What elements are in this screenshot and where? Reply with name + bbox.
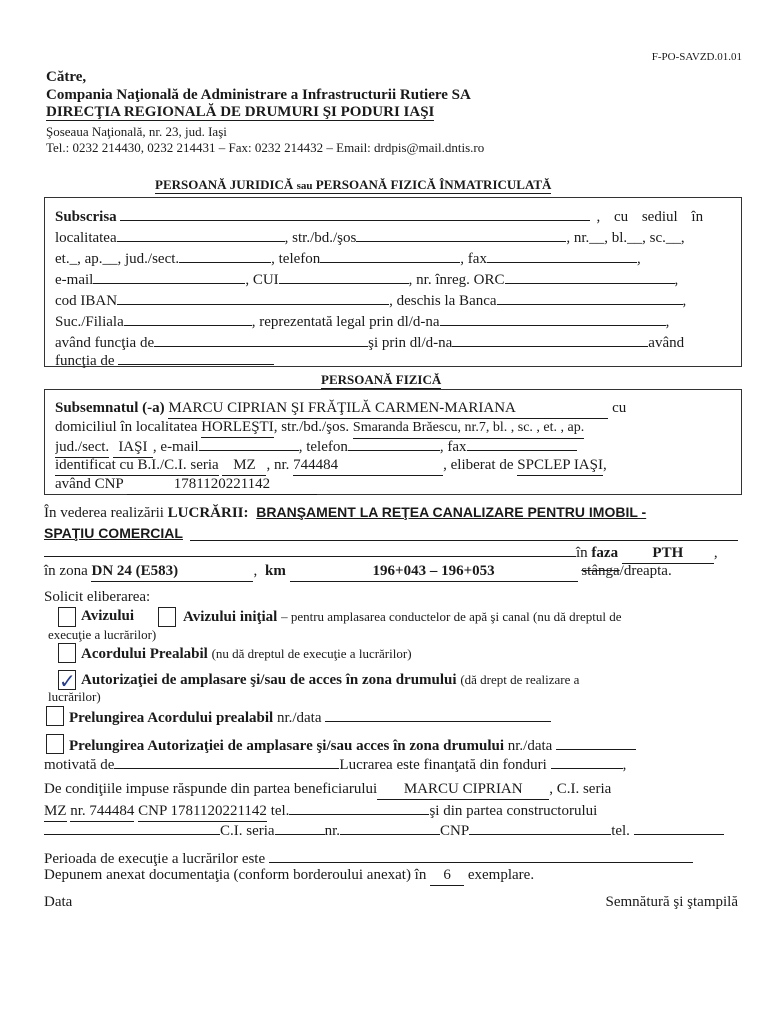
addressee-to: Către,	[46, 69, 87, 85]
addressee-directorate: DIRECŢIA REGIONALĂ DE DRUMURI ŞI PODURI IAŞI	[46, 104, 435, 120]
telefon-field[interactable]	[320, 248, 460, 263]
legal-title-a: PERSOANĂ JURIDICĂ	[155, 177, 294, 192]
legal-title-sau: sau	[296, 180, 313, 192]
cui-field[interactable]	[279, 269, 409, 284]
identificat-label: identificat cu B.I./C.I. seria	[55, 455, 219, 476]
autorizatie-checkbox[interactable]	[58, 669, 76, 693]
jud-field[interactable]	[179, 248, 271, 263]
str-field[interactable]	[356, 227, 566, 242]
eliberat-value[interactable]: SPCLEP IAŞI	[517, 455, 603, 476]
conditions-line-1	[44, 780, 611, 800]
prel-autorizatie-label: Prelungirea Autorizaţiei de amplasare şi/sau acces în zona drumului	[69, 738, 504, 754]
semnatura-label: Semnătură şi ştampilă	[605, 894, 738, 910]
cnp-label: având CNP	[55, 476, 124, 492]
email-field[interactable]	[93, 269, 245, 284]
motivata-line	[44, 754, 626, 775]
works-faza-line	[44, 542, 718, 564]
autorizatie-note-1: (dă drept de realizare a	[460, 672, 580, 687]
iban-label: cod IBAN	[55, 293, 118, 309]
acord-line	[81, 644, 412, 664]
prel-autorizatie-nr-data: nr./data	[507, 738, 553, 754]
pf-row-5	[55, 474, 731, 495]
comma: ,	[253, 563, 258, 579]
nr-value[interactable]: 744484	[293, 455, 443, 476]
localitate-value[interactable]: HORLEŞTI	[201, 417, 274, 438]
addressee-contact: Tel.: 0232 214430, 0232 214431 – Fax: 0232 214432 – Email: drdpis@mail.dntis.ro	[46, 140, 485, 155]
perioada-field[interactable]	[269, 848, 693, 863]
localitatea-label: localitatea	[55, 230, 117, 246]
works-title-underline	[190, 540, 738, 541]
seria-value[interactable]: MZ	[222, 455, 266, 476]
ben-tel-field[interactable]	[289, 800, 429, 815]
pf-str-label: , str./bd./şos.	[273, 419, 350, 435]
pf-email-label: , e-mail	[152, 439, 199, 455]
depunem-label-2: exemplare.	[467, 867, 535, 883]
legal-row-6	[55, 311, 731, 332]
legal-row-5	[55, 290, 731, 311]
cui-label: , CUI	[245, 272, 279, 288]
addressee-address: Şoseaua Naţională, nr. 23, jud. Iaşi	[46, 124, 227, 139]
dreapta-label: /dreapta.	[619, 563, 672, 579]
filiala-label: Suc./Filiala	[55, 314, 124, 330]
depunem-label-1: Depunem anexat documentaţia (conform borderoului anexat) în	[44, 867, 427, 883]
filiala-field[interactable]	[124, 311, 252, 326]
cnp-2-label: CNP	[440, 823, 470, 839]
ben-cnp-value[interactable]: 1781120221142	[170, 803, 267, 819]
pf-fax-label: , fax	[439, 439, 467, 455]
si-constructor-label: şi din partea constructorului	[429, 803, 598, 819]
perioada-label: Perioada de execuţie a lucrărilor este	[44, 851, 266, 867]
legal-row-4	[55, 269, 731, 290]
autorizatie-note-2: lucrărilor)	[48, 689, 101, 704]
pf-row-1	[55, 398, 731, 419]
reprezentant-field[interactable]	[440, 311, 666, 326]
strada-value[interactable]: Smaranda Brăescu, nr.7, bl. , sc. , et. , ap.	[353, 418, 584, 439]
works-zona-line	[44, 562, 672, 582]
comma: ,	[713, 545, 718, 561]
legal-section-title	[155, 177, 551, 194]
km-label: km	[264, 563, 286, 579]
avizului-initial-line	[183, 607, 621, 627]
legal-row-2	[55, 227, 731, 248]
banca-label: , deschis la Banca	[389, 293, 497, 309]
comma: ,	[602, 457, 607, 473]
conditions-line-2	[44, 800, 597, 822]
acord-checkbox[interactable]	[58, 643, 76, 663]
prel-acord-checkbox[interactable]	[46, 706, 64, 726]
cnp-value[interactable]: 1781120221142	[127, 474, 317, 495]
works-title-cont-field[interactable]	[44, 542, 576, 557]
faza-value[interactable]: PTH	[622, 544, 714, 564]
acord-note: (nu dă dreptul de execuţie a lucrărilor)	[211, 646, 412, 661]
prel-acord-nr-data: nr./data	[276, 710, 322, 726]
exemplare-value[interactable]: 6	[430, 866, 464, 886]
ben-nr-value[interactable]: 744484	[89, 803, 135, 819]
autorizatie-label: Autorizaţiei de amplasare şi/sau de acces în zona drumului	[81, 672, 457, 688]
tel-2-label: tel.	[611, 823, 630, 839]
constructor-name-field[interactable]	[44, 820, 220, 835]
ben-seria-value[interactable]: MZ	[44, 802, 67, 822]
domiciliul-label: domiciliul în localitatea	[55, 419, 198, 435]
delegat-field[interactable]	[452, 332, 648, 347]
avizului-initial-label: Avizului iniţial	[183, 609, 278, 625]
email-label: e-mail	[55, 272, 94, 288]
comma: ,	[665, 314, 670, 330]
fonduri-field[interactable]	[551, 754, 623, 769]
nr-2-label: nr.	[324, 823, 340, 839]
functia-2-field[interactable]	[118, 350, 274, 365]
in-label: în	[576, 545, 588, 561]
prel-autorizatie-field[interactable]	[556, 735, 636, 750]
lucrarii-label: LUCRĂRII:	[167, 505, 249, 521]
pf-row-4	[55, 455, 731, 476]
constructor-cnp-field[interactable]	[469, 820, 611, 835]
motivata-field[interactable]	[114, 754, 339, 769]
subscrisa-label: Subscrisa	[55, 209, 117, 225]
aviz-note-1: – pentru amplasarea conductelor de apă şi canal (nu dă dreptul de	[281, 609, 622, 624]
solicit-label: Solicit eliberarea:	[44, 589, 151, 605]
iban-field[interactable]	[117, 290, 389, 305]
ben-tel-label: tel.	[270, 803, 290, 819]
ben-cnp-wrap	[138, 802, 267, 822]
banca-field[interactable]	[497, 290, 683, 305]
works-title-2: SPAŢIU COMERCIAL	[44, 525, 183, 541]
pf-telefon-field[interactable]	[348, 436, 440, 451]
pf-nr-label: , nr.	[266, 457, 290, 473]
autorizatie-line	[81, 670, 579, 690]
judet-value[interactable]: IAŞI	[113, 437, 153, 458]
data-label: Data	[44, 894, 73, 910]
functia-de-label: funcţia de	[55, 353, 115, 369]
zona-value[interactable]: DN 24 (E583)	[91, 562, 253, 582]
orc-field[interactable]	[505, 269, 675, 284]
constructor-nr-field[interactable]	[340, 820, 440, 835]
reprezentata-label: , reprezentată legal prin dl/d-na	[251, 314, 440, 330]
avand-functia-label: având funcţia de	[55, 335, 155, 351]
faza-label: faza	[591, 545, 619, 561]
telefon-label: , telefon	[271, 251, 321, 267]
et-ap-jud-label: et._, ap.__, jud./sect.	[55, 251, 180, 267]
lucrarea-finantata-label: Lucrarea este finanţată din fonduri	[339, 757, 547, 773]
ben-cnp-label: CNP	[138, 803, 167, 819]
fax-field[interactable]	[487, 248, 637, 263]
stanga-label: stânga	[581, 563, 620, 579]
ci-seria-label: , C.I. seria	[549, 781, 612, 797]
comma: ,	[622, 757, 627, 773]
pf-email-field[interactable]	[199, 436, 299, 451]
in-zona-label: în zona	[44, 563, 88, 579]
km-value[interactable]: 196+043 – 196+053	[290, 562, 578, 582]
pf-section-title: PERSOANĂ FIZICĂ	[321, 372, 442, 387]
jud-label: jud./sect.	[55, 437, 109, 458]
legal-title-b: PERSOANĂ FIZICĂ ÎNMATRICULATĂ	[315, 177, 552, 192]
subsemnatul-label: Subsemnatul (-a)	[55, 400, 165, 416]
si-prin-label: şi prin dl/d-na	[368, 335, 453, 351]
form-code: F-PO-SAVZD.01.01	[651, 51, 742, 63]
cu-label: cu	[612, 400, 627, 416]
works-title-1: BRANŞAMENT LA REŢEA CANALIZARE PENTRU IMOBIL -	[256, 504, 647, 520]
prel-acord-line	[69, 707, 551, 728]
acord-label: Acordului Prealabil	[81, 646, 208, 662]
depunem-line	[44, 866, 534, 886]
prel-autorizatie-line	[69, 735, 636, 756]
conditions-text-1: De condiţiile impuse răspunde din partea beneficiarului	[44, 781, 378, 797]
addressee-company: Compania Naţională de Administrare a Infrastructurii Rutiere SA	[46, 87, 471, 103]
constructor-tel-field[interactable]	[634, 820, 724, 835]
legal-row-8	[55, 350, 731, 371]
legal-row-1	[55, 206, 731, 227]
physical-person-box	[44, 389, 742, 495]
pf-telefon-label: , telefon	[298, 439, 348, 455]
functia-field[interactable]	[154, 332, 368, 347]
comma: ,	[682, 293, 687, 309]
subscrisa-field[interactable]	[120, 206, 590, 221]
applicant-name-value[interactable]: MARCU CIPRIAN ŞI FRĂŢILĂ CARMEN-MARIANA	[168, 398, 608, 419]
localitatea-field[interactable]	[117, 227, 285, 242]
avizului-label: Avizului	[81, 608, 135, 624]
aviz-note-2: execuţie a lucrărilor)	[48, 627, 157, 642]
ci-seria-2-label: C.I. seria	[220, 823, 275, 839]
prel-acord-label: Prelungirea Acordului prealabil	[69, 710, 274, 726]
avizului-checkbox[interactable]	[58, 607, 76, 627]
checkmark-icon: ✓	[59, 669, 76, 693]
legal-entity-box	[44, 197, 742, 367]
cu-sediul-label: , cu sediul în	[596, 209, 704, 225]
pf-fax-field[interactable]	[467, 436, 577, 451]
fax-label: , fax	[460, 251, 487, 267]
eliberat-label: , eliberat de	[443, 457, 514, 473]
beneficiar-value[interactable]: MARCU CIPRIAN	[377, 780, 549, 800]
legal-row-3	[55, 248, 731, 269]
motivata-label: motivată de	[44, 757, 115, 773]
constructor-seria-field[interactable]	[275, 820, 325, 835]
orc-label: , nr. înreg. ORC	[408, 272, 505, 288]
prel-acord-field[interactable]	[325, 707, 551, 722]
in-vederea-label: În vederea realizării	[44, 505, 164, 521]
conditions-line-3	[44, 820, 724, 841]
prel-autorizatie-checkbox[interactable]	[46, 734, 64, 754]
str-label: , str./bd./şos	[284, 230, 357, 246]
ben-nr-label: nr.	[70, 803, 86, 819]
nr-bl-sc-label: , nr.__, bl.__, sc.__,	[566, 230, 685, 246]
avizului-initial-checkbox[interactable]	[158, 607, 176, 627]
works-line-1	[44, 503, 646, 523]
comma: ,	[674, 272, 679, 288]
comma: ,	[636, 251, 641, 267]
avand-label: având	[648, 335, 685, 351]
ben-nr-wrap	[70, 802, 134, 822]
